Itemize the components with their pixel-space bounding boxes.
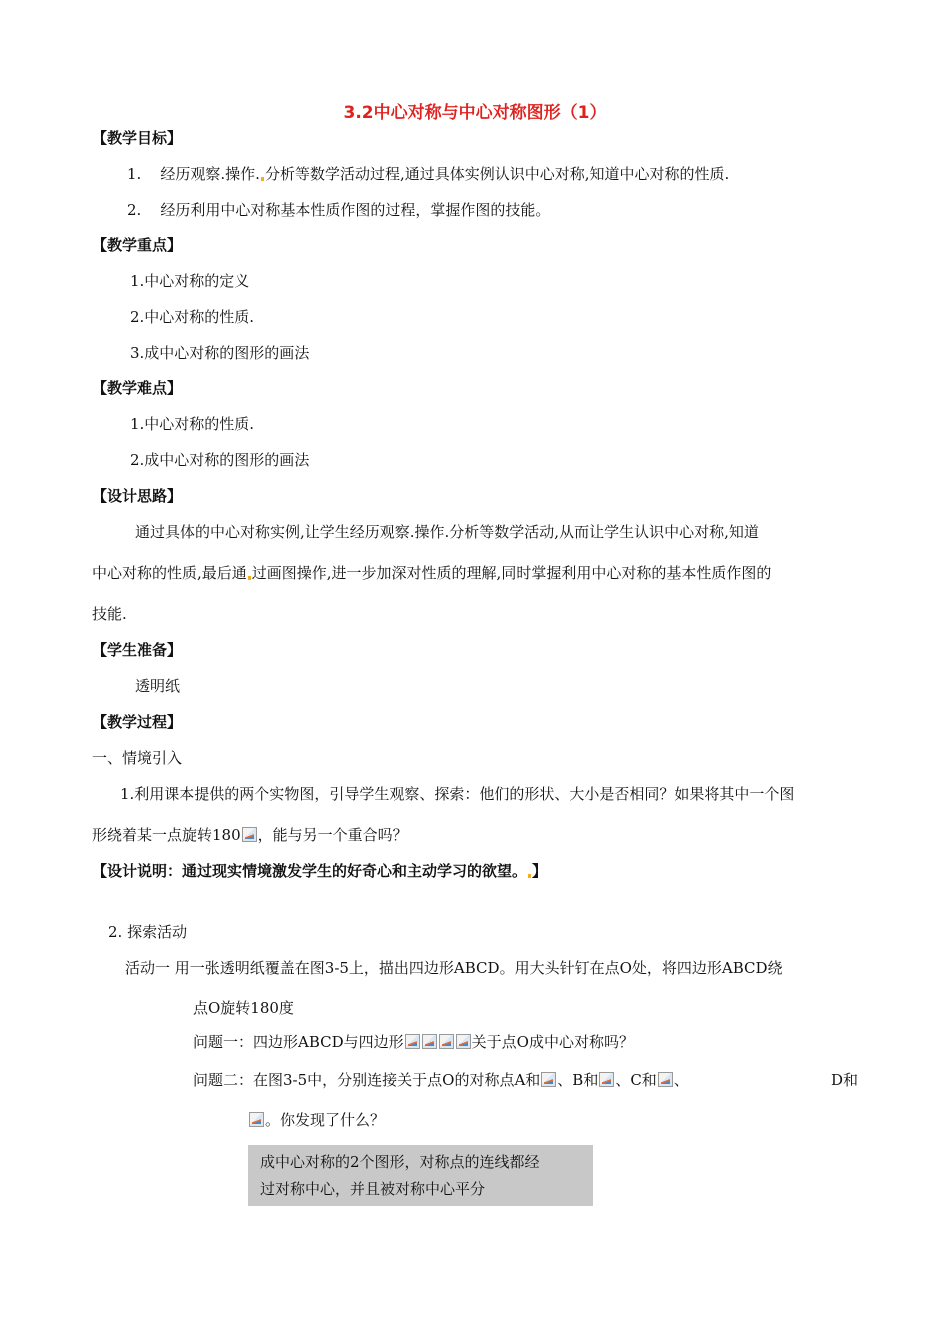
design-note-close: 】: [532, 862, 548, 880]
goal-1: [127, 164, 729, 184]
difficulty-1: 1.中心对称的性质.: [130, 415, 255, 433]
goal-2-number: 2.: [127, 201, 142, 219]
key-point-3: 3.成中心对称的图形的画法: [130, 344, 310, 362]
section-1-line-2a: 形绕着某一点旋转180: [92, 826, 241, 844]
key-point-2: 2.中心对称的性质.: [130, 308, 255, 326]
section-1-line-2b: ，能与另一个重合吗？: [257, 826, 408, 844]
design-idea-line-2a: 中心对称的性质,最后通: [92, 564, 247, 582]
answer-line-2: 过对称中心，并且被对称中心平分: [260, 1180, 486, 1198]
section-1-paragraph-line-2: [92, 825, 408, 845]
design-idea-line-2b: 过画图操作,进一步加深对性质的理解,同时掌握利用中心对称的基本性质作图的: [251, 564, 772, 582]
goal-2-text: 经历利用中心对称基本性质作图的过程，掌握作图的技能。: [160, 201, 551, 219]
question-1: [193, 1032, 634, 1052]
section-heading-key-points: 【教学重点】: [92, 236, 183, 254]
goal-2: [127, 200, 550, 220]
activity-1-line-1: 活动一 用一张透明纸覆盖在图3-5上，描出四边形ABCD。用大头针钉在点O处，将四边形ABCD绕: [125, 959, 783, 977]
question-2-text-a: 问题二：在图3-5中，分别连接关于点O的对称点A和: [193, 1071, 541, 1089]
point-a-prime-image-icon: [405, 1034, 420, 1049]
student-prep-item: 透明纸: [135, 677, 181, 695]
question-1-text-b: 关于点O成中心对称吗？: [471, 1033, 634, 1051]
design-idea-line-2: [92, 563, 771, 583]
point-d-prime-image-icon: [456, 1034, 471, 1049]
key-point-1: 1.中心对称的定义: [130, 272, 250, 290]
design-idea-line-3: 技能.: [92, 605, 127, 623]
goal-1-text-b: 分析等数学活动过程,通过具体实例认识中心对称,知道中心对称的性质.: [264, 165, 730, 183]
question-2-d-label: D和: [831, 1071, 859, 1089]
design-note-text: 【设计说明：通过现实情境激发学生的好奇心和主动学习的欲望。: [92, 862, 528, 880]
section-1-heading: 一、情境引入: [92, 749, 183, 767]
section-heading-student-prep: 【学生准备】: [92, 641, 183, 659]
point-d-prime-image-icon: [249, 1112, 264, 1127]
section-heading-difficulties: 【教学难点】: [92, 379, 183, 397]
mark-icon: [261, 177, 264, 181]
section-2-heading: 2. 探索活动: [108, 923, 188, 941]
goal-1-number: 1.: [127, 165, 142, 183]
question-2-text-c: 、C和: [615, 1071, 657, 1089]
point-a-prime-image-icon: [541, 1072, 556, 1087]
goal-1-text-a: 经历观察.操作.: [160, 165, 260, 183]
section-heading-design-idea: 【设计思路】: [92, 487, 183, 505]
mark-icon: [528, 874, 531, 878]
answer-box: [248, 1145, 593, 1206]
activity-1-line-2: 点O旋转180度: [193, 999, 294, 1017]
section-heading-goals: 【教学目标】: [92, 129, 183, 147]
design-idea-line-1: 通过具体的中心对称实例,让学生经历观察.操作.分析等数学活动,从而让学生认识中心对称,知道: [135, 523, 759, 541]
section-1-paragraph-line-1: 1.利用课本提供的两个实物图，引导学生观察、探索：他们的形状、大小是否相同？如果将其中一个图: [120, 785, 795, 803]
page-title: 3.2中心对称与中心对称图形（1）: [343, 103, 607, 123]
question-2-text-f: 。你发现了什么？: [265, 1111, 386, 1129]
section-heading-process: 【教学过程】: [92, 713, 183, 731]
mark-icon: [248, 576, 251, 580]
point-b-prime-image-icon: [422, 1034, 437, 1049]
point-b-prime-image-icon: [599, 1072, 614, 1087]
point-c-prime-image-icon: [658, 1072, 673, 1087]
point-c-prime-image-icon: [439, 1034, 454, 1049]
degree-symbol-image-icon: [242, 827, 257, 842]
question-2-line-1: [193, 1070, 689, 1090]
design-note: [92, 861, 547, 881]
answer-line-1: 成中心对称的2个图形，对称点的连线都经: [260, 1153, 540, 1171]
question-2-line-2: [248, 1110, 385, 1130]
difficulty-2: 2.成中心对称的图形的画法: [130, 451, 310, 469]
question-2-text-d: 、: [673, 1071, 689, 1089]
question-2-text-b: 、B和: [557, 1071, 599, 1089]
question-1-text-a: 问题一：四边形ABCD与四边形: [193, 1033, 404, 1051]
